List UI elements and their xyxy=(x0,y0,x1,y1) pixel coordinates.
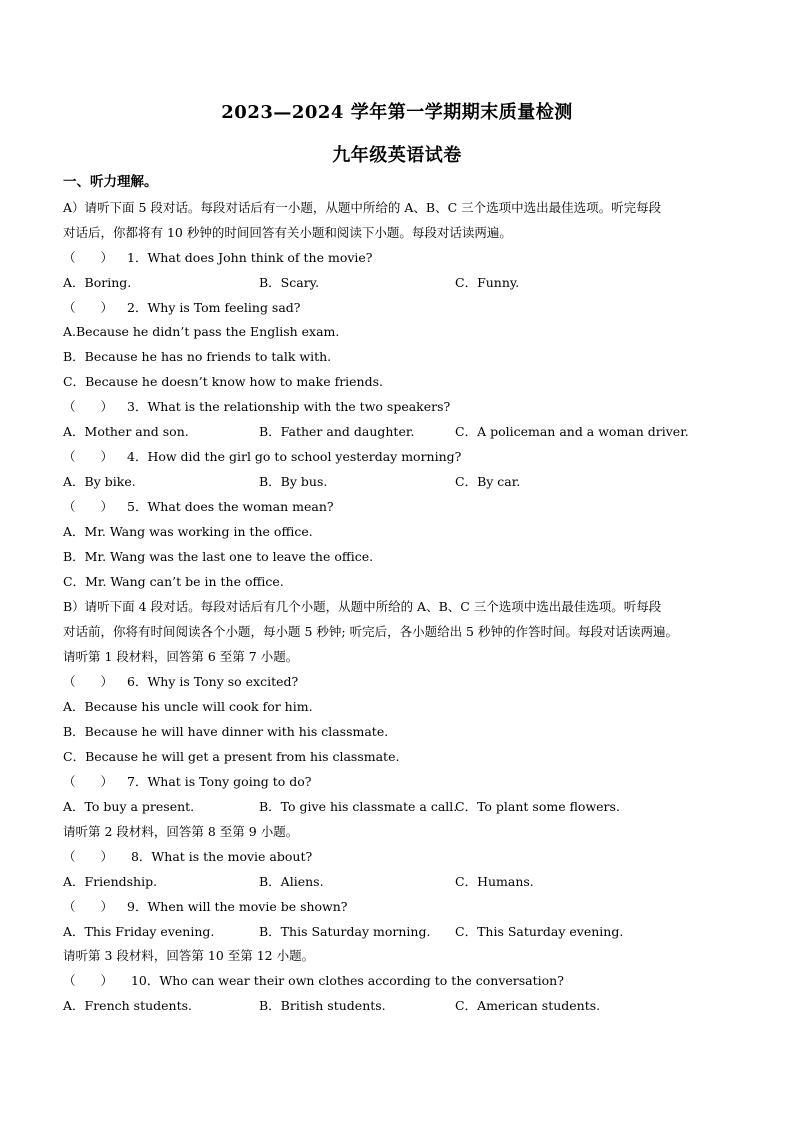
question-4 xyxy=(63,449,461,465)
question-5 xyxy=(63,499,334,515)
q4-option-b: B．By bus. xyxy=(259,474,328,489)
question-text: 7．What is Tony going to do? xyxy=(127,774,312,789)
q5-option-b: B．Mr. Wang was the last one to leave the office. xyxy=(63,549,374,564)
page-subtitle: 九年级英语试卷 xyxy=(332,145,462,166)
q7-option-a: A．To buy a present. xyxy=(63,799,195,814)
q2-option-c: C．Because he doesn’t know how to make friends. xyxy=(63,374,384,389)
question-text: 8．What is the movie about? xyxy=(127,849,313,864)
q8-option-c: C．Humans. xyxy=(455,874,534,889)
material-2-note: 请听第 2 段材料，回答第 8 至第 9 小题。 xyxy=(63,824,299,839)
q9-option-a: A．This Friday evening. xyxy=(63,924,215,939)
material-3-note: 请听第 3 段材料，回答第 10 至第 12 小题。 xyxy=(63,948,315,963)
part-a-instructions-line1: A）请听下面 5 段对话。每段对话后有一小题，从题中所给的 A、B、C 三个选项中选出最佳选项。听完每段 xyxy=(63,200,662,215)
q1-option-c: C．Funny. xyxy=(455,275,520,290)
q10-option-a: A．French students. xyxy=(63,998,192,1013)
answer-blank[interactable]: （ ） xyxy=(63,499,114,514)
question-text: 10．Who can wear their own clothes according to the conversation? xyxy=(127,973,564,988)
question-7 xyxy=(63,774,311,790)
answer-blank[interactable]: （ ） xyxy=(63,399,114,414)
question-text: 9．When will the movie be shown? xyxy=(127,899,348,914)
q3-option-b: B．Father and daughter. xyxy=(259,424,415,439)
question-text: 3．What is the relationship with the two speakers? xyxy=(127,399,451,414)
q8-option-b: B．Aliens. xyxy=(259,874,324,889)
page-title: 2023—2024 学年第一学期期末质量检测 xyxy=(221,102,573,123)
q2-option-a: A.Because he didn’t pass the English exam. xyxy=(63,324,340,339)
q9-option-c: C．This Saturday evening. xyxy=(455,924,624,939)
section-heading: 一、听力理解。 xyxy=(63,174,158,190)
question-text: 2．Why is Tom feeling sad? xyxy=(127,300,301,315)
q6-option-b: B．Because he will have dinner with his classmate. xyxy=(63,724,389,739)
q6-option-a: A．Because his uncle will cook for him. xyxy=(63,699,313,714)
q7-option-b: B．To give his classmate a call. xyxy=(259,799,458,814)
answer-blank[interactable]: （ ） xyxy=(63,449,114,464)
answer-blank[interactable]: （ ） xyxy=(63,774,114,789)
q4-option-a: A．By bike. xyxy=(63,474,136,489)
answer-blank[interactable]: （ ） xyxy=(63,973,114,988)
q3-option-c: C．A policeman and a woman driver. xyxy=(455,424,689,439)
q5-option-c: C．Mr. Wang can’t be in the office. xyxy=(63,574,284,589)
q3-option-a: A．Mother and son. xyxy=(63,424,189,439)
question-2 xyxy=(63,300,301,316)
part-b-instructions-line1: B）请听下面 4 段对话。每段对话后有几个小题，从题中所给的 A、B、C 三个选项中选出最佳选项。听每段 xyxy=(63,599,662,614)
question-10 xyxy=(63,973,564,989)
q2-option-b: B．Because he has no friends to talk with. xyxy=(63,349,332,364)
q4-option-c: C．By car. xyxy=(455,474,521,489)
question-8 xyxy=(63,849,312,865)
q9-option-b: B．This Saturday morning. xyxy=(259,924,431,939)
question-1 xyxy=(63,250,373,266)
q10-option-c: C．American students. xyxy=(455,998,601,1013)
answer-blank[interactable]: （ ） xyxy=(63,849,114,864)
answer-blank[interactable]: （ ） xyxy=(63,899,114,914)
q1-option-b: B．Scary. xyxy=(259,275,320,290)
answer-blank[interactable]: （ ） xyxy=(63,250,114,265)
q1-option-a: A．Boring. xyxy=(63,275,132,290)
answer-blank[interactable]: （ ） xyxy=(63,674,114,689)
q8-option-a: A．Friendship. xyxy=(63,874,158,889)
question-9 xyxy=(63,899,348,915)
answer-blank[interactable]: （ ） xyxy=(63,300,114,315)
part-a-instructions-line2: 对话后，你都将有 10 秒钟的时间回答有关小题和阅读下小题。每段对话读两遍。 xyxy=(63,225,512,240)
part-b-instructions-line2: 对话前，你将有时间阅读各个小题，每小题 5 秒钟; 听完后，各小题给出 5 秒钟的作答时间。每段对话读两遍。 xyxy=(63,624,678,639)
question-text: 6．Why is Tony so excited? xyxy=(127,674,299,689)
question-6 xyxy=(63,674,298,690)
question-text: 5．What does the woman mean? xyxy=(127,499,334,514)
q6-option-c: C．Because he will get a present from his classmate. xyxy=(63,749,400,764)
q5-option-a: A．Mr. Wang was working in the office. xyxy=(63,524,313,539)
q10-option-b: B．British students. xyxy=(259,998,386,1013)
question-text: 4．How did the girl go to school yesterday morning? xyxy=(127,449,462,464)
material-1-note: 请听第 1 段材料，回答第 6 至第 7 小题。 xyxy=(63,649,299,664)
question-3 xyxy=(63,399,450,415)
question-text: 1．What does John think of the movie? xyxy=(127,250,373,265)
q7-option-c: C．To plant some flowers. xyxy=(455,799,620,814)
